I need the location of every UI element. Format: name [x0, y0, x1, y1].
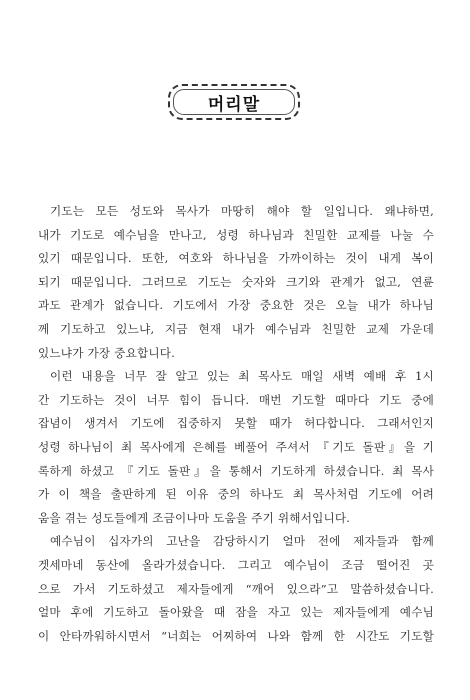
- text-line: 성령 하나님이 최 목사에게 은혜를 베풀어 주셔서 『기도 돌판』을 기: [38, 439, 434, 454]
- text-line: 이런 내용을 너무 잘 알고 있는 최 목사도 매일 새벽 예배 후 1시: [50, 369, 434, 384]
- text-line: 되기 때문입니다. 그러므로 기도는 숫자와 크기와 관계가 없고, 연륜: [38, 274, 434, 289]
- preface-body: [38, 200, 434, 648]
- text-line: 겟세마네 동산에 올라가셨습니다. 그리고 예수님이 조금 떨어진 곳: [38, 557, 434, 572]
- text-line: 잡념이 생겨서 기도에 집중하지 못할 때가 허다합니다. 그래서인지: [38, 416, 434, 431]
- text-line: 있느냐가 가장 중요합니다.: [38, 345, 176, 360]
- text-line: 기도는 모든 성도와 목사가 마땅히 해야 할 일입니다. 왜냐하면,: [50, 204, 434, 218]
- text-line: 있기 때문입니다. 또한, 여호와 하나님을 가까이하는 것이 내게 복이: [38, 251, 434, 266]
- text-line: 이 안타까워하시면서 “너희는 어찌하여 나와 함께 한 시간도 기도할: [38, 628, 434, 643]
- text-line: 간 기도하는 것이 너무 힘이 듭니다. 매번 기도할 때마다 기도 중에: [38, 392, 434, 407]
- text-line: 가 이 책을 출판하게 된 이유 중의 하나도 최 목사처럼 기도에 어려: [38, 487, 434, 502]
- text-line: 내가 기도로 예수님을 만나고, 성령 하나님과 친밀한 교제를 나눌 수: [38, 227, 434, 242]
- text-line: 께 기도하고 있느냐, 지금 현재 내가 예수님과 친밀한 교제 가운데: [38, 321, 434, 336]
- text-line: 움을 겪는 성도들에게 조금이나마 도움을 주기 위해서입니다.: [38, 510, 351, 525]
- text-line: 으로 가서 기도하셨고 제자들에게 “깨어 있으라”고 말씀하셨습니다.: [38, 581, 434, 596]
- text-line: 예수님이 십자가의 고난을 감당하시기 얼마 전에 제자들과 함께: [50, 534, 434, 549]
- page-title: 머리말: [207, 94, 261, 115]
- text-line: 록하게 하셨고 『기도 돌판』을 통해서 기도하게 하셨습니다. 최 목사: [38, 463, 434, 478]
- text-line: 얼마 후에 기도하고 돌아왔을 때 잠을 자고 있는 제자들에게 예수님: [38, 605, 434, 620]
- text-line: 과도 관계가 없습니다. 기도에서 가장 중요한 것은 오늘 내가 하나님: [38, 298, 434, 313]
- preface-title-box: [168, 84, 300, 120]
